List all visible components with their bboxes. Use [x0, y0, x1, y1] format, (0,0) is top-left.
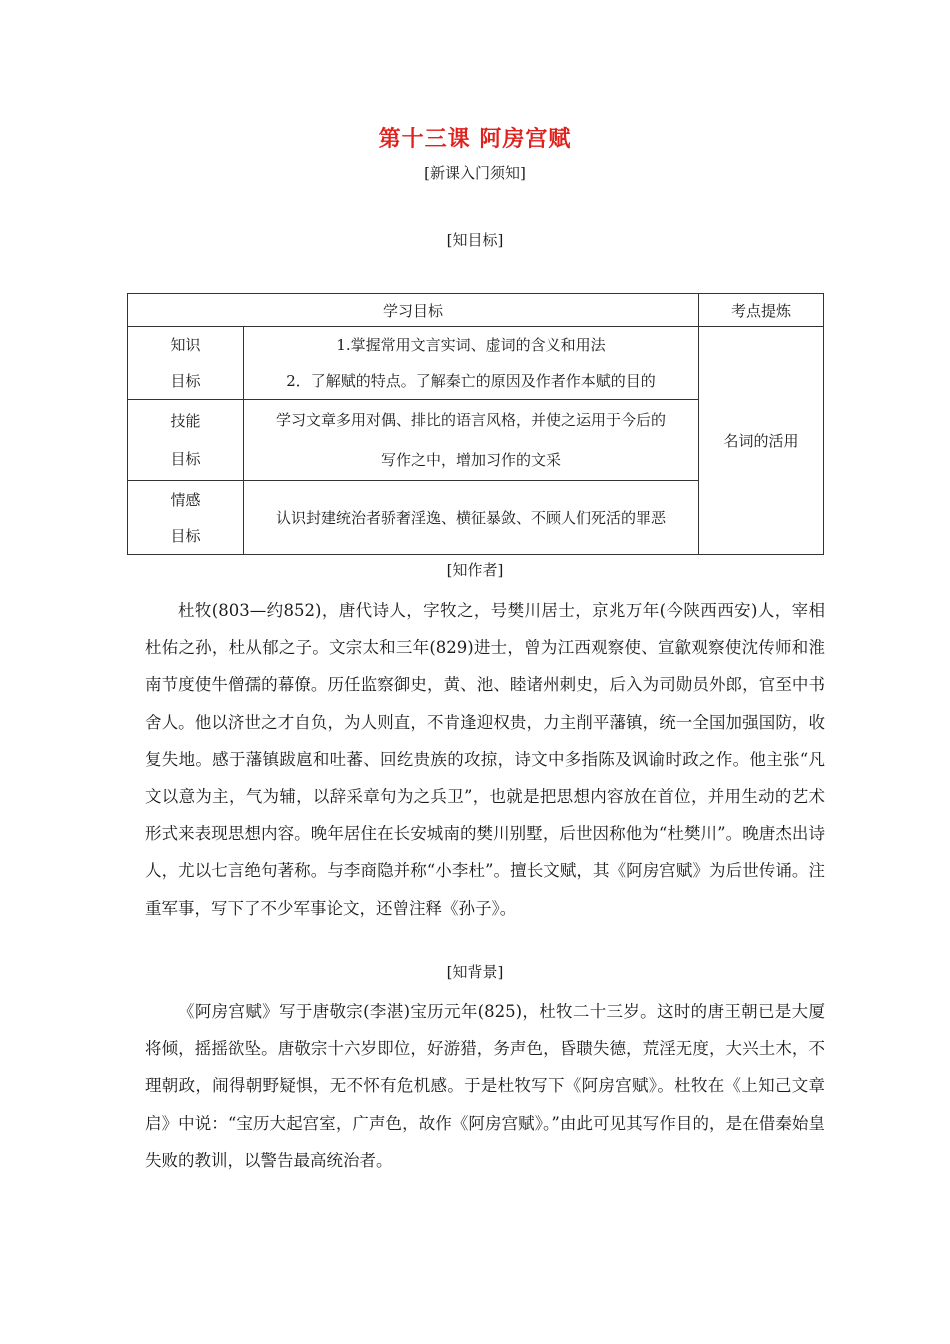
background-heading: [知背景]: [446, 963, 504, 981]
goals-heading: [知目标]: [446, 231, 504, 249]
key-points: 名词的活用: [699, 327, 824, 555]
page-title: 第十三课 阿房宫赋: [378, 127, 572, 152]
category-skill: 技能 目标: [128, 400, 244, 481]
header-goals: 学习目标: [128, 294, 699, 327]
goals-table: [127, 293, 824, 555]
category-knowledge: 知识 目标: [128, 327, 244, 400]
category-emotion: 情感 目标: [128, 481, 244, 555]
subtitle: [新课入门须知]: [424, 164, 526, 182]
header-points: 考点提炼: [699, 294, 824, 327]
goal-skill: 学习文章多用对偶、排比的语言风格，并使之运用于今后的 写作之中，增加习作的文采: [244, 400, 699, 481]
author-heading: [知作者]: [446, 561, 504, 579]
goal-emotion: 认识封建统治者骄奢淫逸、横征暴敛、不顾人们死活的罪恶: [244, 481, 699, 555]
author-paragraph: 杜牧(803—约852)，唐代诗人，字牧之，号樊川居士，京兆万年(今陕西西安)人，宰相杜佑之孙，杜从郁之子。文宗太和三年(829)进士，曾为江西观察使、宣歙观察使沈传师和淮南节度使牛僧孺的幕僚。历任监察御史，黄、池、睦诸州刺史，后入为司勋员外郎，官至中书舍人。他以济世之才自负，为人则直，不肯逢迎权贵，力主削平藩镇，统一全国加强国防，收复失地。感于藩镇跋扈和吐蕃、回纥贵族的攻掠，诗文中多指陈及讽谕时政之作。他主张“凡文以意为主，气为辅，以辞采章句为之兵卫”，也就是把思想内容放在首位，并用生动的艺术形式来表现思想内容。晚年居住在长安城南的樊川别墅，后世因称他为“杜樊川”。晚唐杰出诗人，尤以七言绝句著称。与李商隐并称“小李杜”。擅长文赋，其《阿房宫赋》为后世传诵。注重军事，写下了不少军事论文，还曾注释《孙子》。: [145, 601, 825, 918]
table-row: [128, 327, 824, 400]
goal-knowledge: 1.掌握常用文言实词、虚词的含义和用法 2．了解赋的特点。了解秦亡的原因及作者作本赋的目的: [244, 327, 699, 400]
background-paragraph: 《阿房宫赋》写于唐敬宗(李湛)宝历元年(825)，杜牧二十三岁。这时的唐王朝已是大厦将倾，摇摇欲坠。唐敬宗十六岁即位，好游猎，务声色，昏聩失德，荒淫无度，大兴土木，不理朝政，闹得朝野疑惧，无不怀有危机感。于是杜牧写下《阿房宫赋》。杜牧在《上知己文章启》中说：“宝历大起宫室，广声色，故作《阿房宫赋》。”由此可见其写作目的，是在借秦始皇失败的教训，以警告最高统治者。: [145, 1002, 825, 1170]
